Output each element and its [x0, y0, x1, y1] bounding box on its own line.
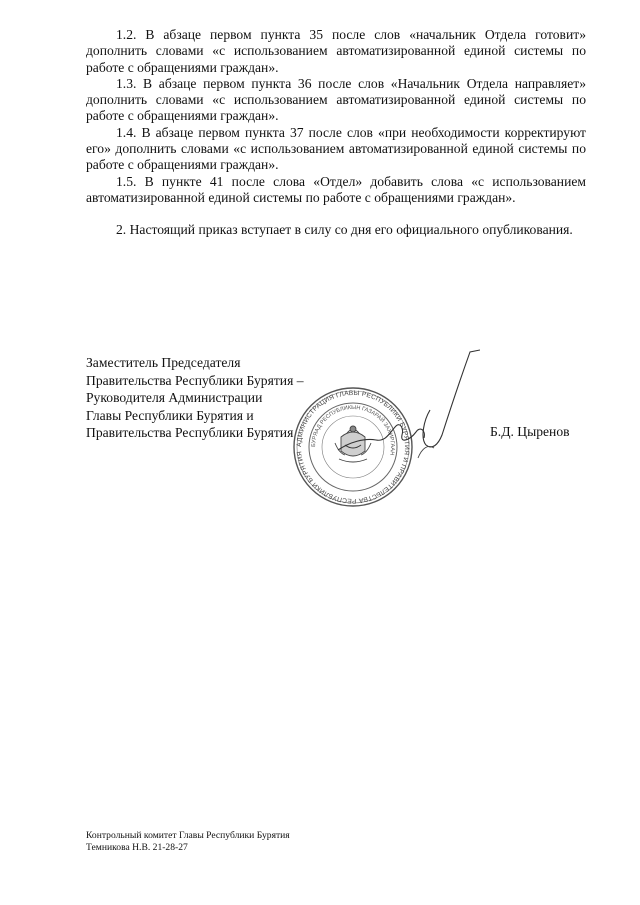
- signer-position-line: Правительства Республики Бурятия: [86, 425, 294, 441]
- paragraph-1-5: 1.5. В пункте 41 после слова «Отдел» добавить слова «с использованием автоматизированной единой системы по работе с обращениями граждан».: [86, 173, 586, 205]
- footer-contact: Темникова Н.В. 21-28-27: [86, 842, 188, 853]
- paragraph-2: 2. Настоящий приказ вступает в силу со дня его официального опубликования.: [116, 222, 573, 238]
- svg-text:БУРЯАД РЕСПУБЛИКЫН ГАЗАРАЙ ЗАХ: БУРЯАД РЕСПУБЛИКЫН ГАЗАРАЙ ЗАХИРГААН: [310, 404, 396, 456]
- document-footer: [86, 830, 290, 854]
- signer-position-line: Руководителя Администрации: [86, 390, 263, 406]
- handwritten-signature: [330, 340, 480, 475]
- signer-position-line: Главы Республики Бурятия и: [86, 407, 254, 423]
- signature-scribble-icon: [330, 340, 480, 475]
- paragraph-1-4: 1.4. В абзаце первом пункта 37 после слов «при необходимости корректируют его» дополнить словами «с использованием автоматизированной единой системы по работе с обращениями граждан».: [86, 124, 586, 173]
- document-body: [86, 27, 586, 239]
- signer-position-line: Заместитель Председателя: [86, 355, 241, 370]
- footer-department: Контрольный комитет Главы Республики Бурятия: [86, 830, 290, 841]
- signer-name: Б.Д. Цыренов: [490, 424, 570, 439]
- signer-position-line: Правительства Республики Бурятия –: [86, 372, 304, 388]
- paragraph-1-3: 1.3. В абзаце первом пункта 36 после слов «Начальник Отдела направляет» дополнить словами «с использованием автоматизированной единой системы по работе с обращениями граждан».: [86, 75, 586, 124]
- svg-text:АДМИНИСТРАЦИЯ ГЛАВЫ РЕСПУБЛИКИ: АДМИНИСТРАЦИЯ ГЛАВЫ РЕСПУБЛИКИ БУРЯТИЯ И ПРАВИТЕЛЬСТВА РЕСПУБЛИКИ БУРЯТИЯ: [295, 389, 411, 505]
- paragraph-1-2: 1.2. В абзаце первом пункта 35 после слов «начальник Отдела готовит» дополнить словами «с использованием автоматизированной единой системы по работе с обращениями граждан».: [86, 27, 586, 75]
